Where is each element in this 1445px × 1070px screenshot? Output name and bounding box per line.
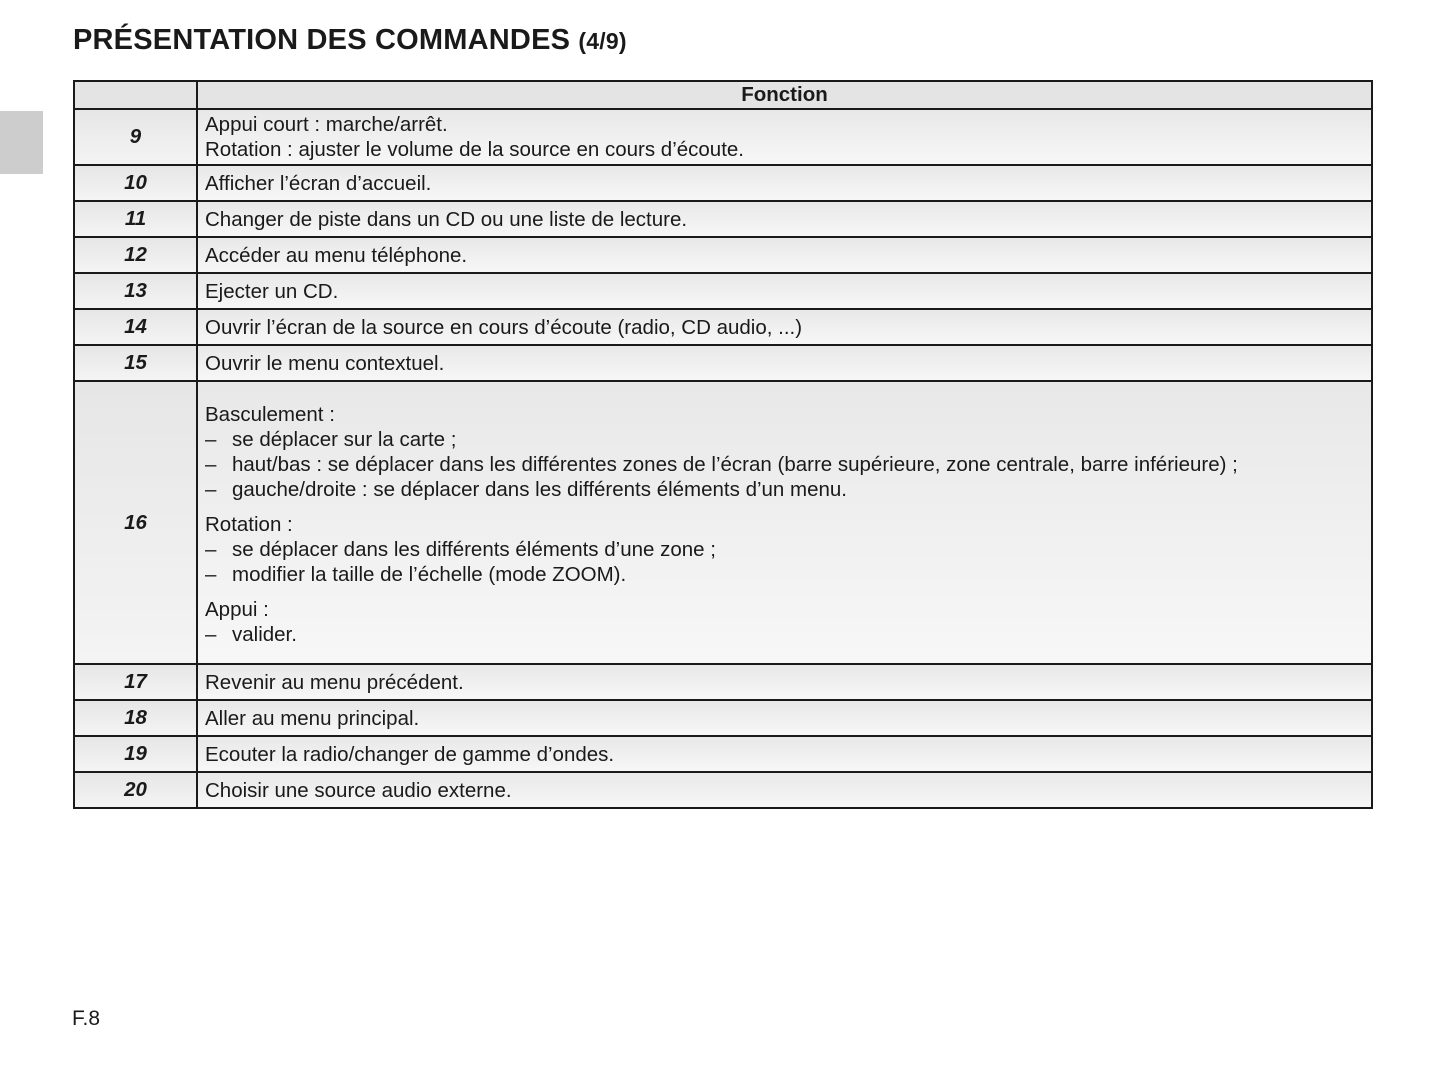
control-function: Revenir au menu précédent.	[197, 664, 1372, 700]
control-number: 19	[74, 736, 197, 772]
control-number: 15	[74, 345, 197, 381]
table-row	[74, 237, 1372, 273]
control-function: Changer de piste dans un CD ou une liste de lecture.	[197, 201, 1372, 237]
control-function: Choisir une source audio externe.	[197, 772, 1372, 808]
dash-bullet: –	[205, 478, 217, 501]
controls-table	[73, 80, 1373, 809]
function-block-press	[205, 597, 1363, 647]
block-heading: Basculement :	[205, 403, 335, 426]
control-number: 18	[74, 700, 197, 736]
table-row	[74, 201, 1372, 237]
column-header-function: Fonction	[197, 81, 1372, 109]
dash-bullet: –	[205, 538, 217, 561]
page-title	[73, 24, 627, 57]
control-number: 14	[74, 309, 197, 345]
dash-bullet: –	[205, 453, 217, 476]
control-function: Accéder au menu téléphone.	[197, 237, 1372, 273]
block-heading: Rotation :	[205, 513, 293, 536]
dash-bullet: –	[205, 563, 217, 586]
bullet-item	[205, 427, 1363, 452]
control-function: Ecouter la radio/changer de gamme d’ondes.	[197, 736, 1372, 772]
table-header-row	[74, 81, 1372, 109]
table-row	[74, 109, 1372, 165]
bullet-text: haut/bas : se déplacer dans les différentes zones de l’écran (barre supérieure, zone centrale, barre inférieure) ;	[232, 453, 1238, 476]
bullet-item	[205, 562, 1363, 587]
control-number: 17	[74, 664, 197, 700]
page-title-text: PRÉSENTATION DES COMMANDES	[73, 24, 571, 56]
control-number: 13	[74, 273, 197, 309]
control-number: 20	[74, 772, 197, 808]
control-number: 11	[74, 201, 197, 237]
bullet-item	[205, 452, 1363, 477]
function-block-tilt	[205, 402, 1363, 502]
control-function	[197, 381, 1372, 664]
column-header-number	[74, 81, 197, 109]
control-function: Ouvrir l’écran de la source en cours d’écoute (radio, CD audio, ...)	[197, 309, 1372, 345]
block-heading: Appui :	[205, 598, 269, 621]
bullet-item	[205, 477, 1363, 502]
control-function: Afficher l’écran d’accueil.	[197, 165, 1372, 201]
table-row	[74, 309, 1372, 345]
table-row	[74, 772, 1372, 808]
dash-bullet: –	[205, 623, 217, 646]
bullet-text: valider.	[232, 623, 297, 646]
page-number: F.8	[72, 1007, 101, 1030]
control-function: Ejecter un CD.	[197, 273, 1372, 309]
control-function: Ouvrir le menu contextuel.	[197, 345, 1372, 381]
bullet-text: se déplacer dans les différents éléments d’une zone ;	[232, 538, 716, 561]
table-row	[74, 736, 1372, 772]
bullet-text: gauche/droite : se déplacer dans les différents éléments d’un menu.	[232, 478, 847, 501]
table-row	[74, 664, 1372, 700]
table-row	[74, 165, 1372, 201]
function-block-rotation	[205, 512, 1363, 587]
control-number: 12	[74, 237, 197, 273]
bullet-text: modifier la taille de l’échelle (mode ZOOM).	[232, 563, 627, 586]
table-row	[74, 273, 1372, 309]
bullet-item	[205, 622, 1363, 647]
table-row	[74, 381, 1372, 664]
control-function: Aller au menu principal.	[197, 700, 1372, 736]
control-number: 10	[74, 165, 197, 201]
function-line: Rotation : ajuster le volume de la source en cours d’écoute.	[205, 138, 744, 161]
control-number: 9	[74, 109, 197, 165]
bullet-text: se déplacer sur la carte ;	[232, 428, 457, 451]
control-number: 16	[74, 381, 197, 664]
page-part-indicator: (4/9)	[578, 28, 627, 54]
dash-bullet: –	[205, 428, 217, 451]
section-tab-marker	[0, 111, 43, 174]
bullet-item	[205, 537, 1363, 562]
function-line: Appui court : marche/arrêt.	[205, 113, 448, 136]
table-row	[74, 345, 1372, 381]
table-row	[74, 700, 1372, 736]
control-function	[197, 109, 1372, 165]
